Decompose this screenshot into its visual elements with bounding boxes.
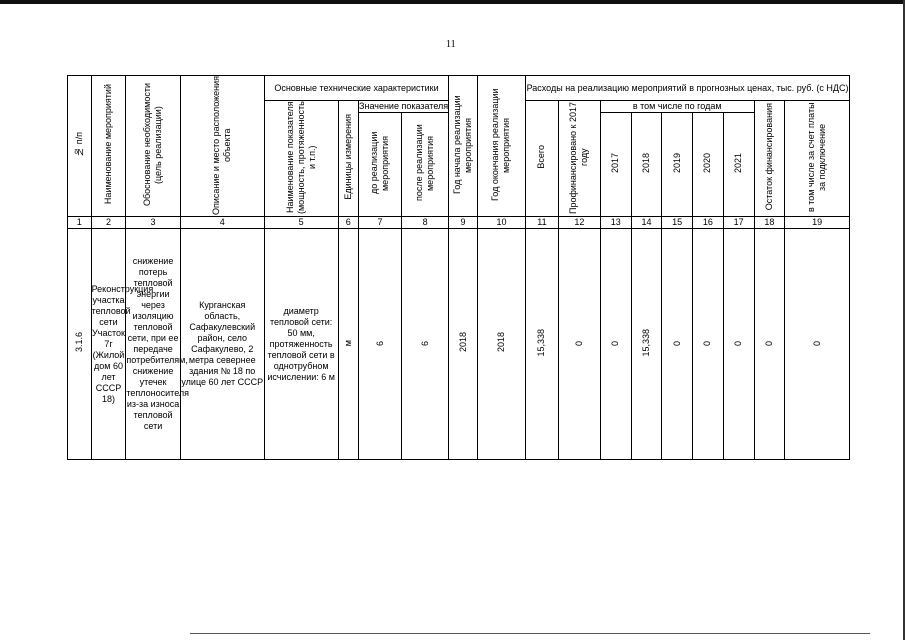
column-number: 6 bbox=[338, 217, 358, 229]
column-number: 11 bbox=[526, 217, 559, 229]
header-c18: Остаток финансирования bbox=[763, 103, 774, 211]
column-number: 16 bbox=[693, 217, 724, 229]
header-cost-group: Расходы на реализацию мероприятий в прогнозных ценах, тыс. руб. (с НДС) bbox=[526, 76, 850, 101]
column-number: 10 bbox=[477, 217, 525, 229]
header-c10: Год окончания реализации мероприятия bbox=[490, 88, 512, 201]
header-c9: Год начала реализации мероприятия bbox=[452, 95, 474, 194]
cost-2021: 0 bbox=[733, 341, 744, 347]
column-number: 4 bbox=[180, 217, 264, 229]
financed-before-2017: 0 bbox=[573, 341, 584, 347]
cell-c17 bbox=[723, 229, 754, 460]
header-cell-c6 bbox=[338, 101, 358, 217]
cell-c14 bbox=[631, 229, 662, 460]
cell-c8 bbox=[402, 229, 449, 460]
header-cell-c2 bbox=[91, 76, 126, 217]
column-number: 5 bbox=[264, 217, 338, 229]
cell-c3: снижение потерь тепловой энергии через изоляцию тепловой сети, при ее передаче потребителям, снижение утечек теплоносителя из-за износа тепловой сети bbox=[126, 229, 180, 460]
cell-c12 bbox=[558, 229, 600, 460]
header-c1: № п/п bbox=[73, 132, 84, 157]
cell-c4: Курганская область, Сафакулевский район, село Сафакулево, 2 метра севернее здания № 18 по улице 60 лет СССР bbox=[180, 229, 264, 460]
cell-c1 bbox=[68, 229, 92, 460]
header-tech-group: Основные технические характеристики bbox=[264, 76, 448, 101]
cell-c2: Реконструкция участка тепловой сети Участок 7г (Жилой дом 60 лет СССР 18) bbox=[91, 229, 126, 460]
header-cell-c12 bbox=[558, 101, 600, 217]
header-cell-c14 bbox=[631, 113, 662, 217]
header-c15: 2019 bbox=[671, 152, 682, 174]
investment-table bbox=[67, 75, 850, 460]
unit-value: м bbox=[342, 340, 353, 347]
header-cell-c5 bbox=[264, 101, 338, 217]
cell-c11 bbox=[526, 229, 559, 460]
header-cell-c3 bbox=[126, 76, 180, 217]
header-cell-c4 bbox=[180, 76, 264, 217]
header-c14: 2018 bbox=[640, 152, 651, 174]
header-cell-c11 bbox=[526, 101, 559, 217]
column-number: 8 bbox=[402, 217, 449, 229]
header-c7: до реализации мероприятия bbox=[369, 131, 391, 195]
column-number: 3 bbox=[126, 217, 180, 229]
column-number: 1 bbox=[68, 217, 92, 229]
cell-c16 bbox=[693, 229, 724, 460]
header-cell-c1 bbox=[68, 76, 92, 217]
header-c2: Наименование мероприятий bbox=[102, 84, 113, 205]
column-number: 14 bbox=[631, 217, 662, 229]
cost-2018: 15,338 bbox=[640, 328, 651, 357]
cell-c18 bbox=[754, 229, 785, 460]
header-c4: Описание и место расположения объекта bbox=[211, 75, 233, 215]
header-c11: Всего bbox=[536, 145, 547, 169]
row-number: 3.1.6 bbox=[73, 332, 84, 353]
header-c5: Наименование показателя (мощность, протяженность и т.п.) bbox=[284, 100, 317, 214]
value-after: 6 bbox=[419, 341, 430, 347]
cell-c19 bbox=[785, 229, 850, 460]
page-number: 11 bbox=[446, 39, 456, 50]
end-year: 2018 bbox=[495, 332, 506, 353]
table-row bbox=[68, 229, 850, 460]
top-border-line bbox=[0, 0, 905, 4]
header-years-group: в том числе по годам bbox=[600, 101, 754, 113]
remaining-financing: 0 bbox=[763, 341, 774, 347]
header-c16: 2020 bbox=[702, 152, 713, 174]
bottom-border-line bbox=[190, 633, 870, 634]
column-number: 15 bbox=[662, 217, 693, 229]
column-number: 18 bbox=[754, 217, 785, 229]
column-number: 7 bbox=[359, 217, 402, 229]
header-cell-c17 bbox=[723, 113, 754, 217]
cell-c7 bbox=[359, 229, 402, 460]
header-c6: Единицы измерения bbox=[342, 114, 353, 200]
cell-c13 bbox=[600, 229, 631, 460]
header-cell-c7 bbox=[359, 113, 402, 217]
header-c3: Обоснование необходимости (цель реализации) bbox=[142, 83, 164, 206]
cost-2019: 0 bbox=[671, 341, 682, 347]
column-number: 19 bbox=[785, 217, 850, 229]
header-cell-c8 bbox=[402, 113, 449, 217]
cell-c15 bbox=[662, 229, 693, 460]
column-number: 17 bbox=[723, 217, 754, 229]
header-c19: в том числе за счет платы за подключение bbox=[806, 102, 828, 212]
header-cell-c16 bbox=[693, 113, 724, 217]
header-value-group: Значение показателя bbox=[359, 101, 449, 111]
cell-c9 bbox=[449, 229, 478, 460]
cell-c10 bbox=[477, 229, 525, 460]
cost-2020: 0 bbox=[702, 341, 713, 347]
value-before: 6 bbox=[374, 341, 385, 347]
column-number: 2 bbox=[91, 217, 126, 229]
header-cell-c9 bbox=[449, 76, 478, 217]
connection-fee-part: 0 bbox=[811, 341, 822, 347]
cell-c6 bbox=[338, 229, 358, 460]
header-cell-c19 bbox=[785, 101, 850, 217]
column-number-row bbox=[68, 217, 850, 229]
header-cell-c15 bbox=[662, 113, 693, 217]
total-cost: 15,338 bbox=[536, 328, 547, 357]
header-c12: Профинансировано к 2017 году bbox=[568, 100, 590, 214]
cell-c5: диаметр тепловой сети: 50 мм, протяженность тепловой сети в однотрубном исчислении: 6 м bbox=[264, 229, 338, 460]
start-year: 2018 bbox=[457, 332, 468, 353]
header-cell-c18 bbox=[754, 101, 785, 217]
header-cell-c10 bbox=[477, 76, 525, 217]
cost-2017: 0 bbox=[610, 341, 621, 347]
header-c13: 2017 bbox=[610, 152, 621, 174]
column-number: 13 bbox=[600, 217, 631, 229]
column-number: 9 bbox=[449, 217, 478, 229]
column-number: 12 bbox=[558, 217, 600, 229]
header-c8: после реализации мероприятия bbox=[414, 124, 436, 202]
header-cell-c13 bbox=[600, 113, 631, 217]
header-c17: 2021 bbox=[733, 152, 744, 174]
